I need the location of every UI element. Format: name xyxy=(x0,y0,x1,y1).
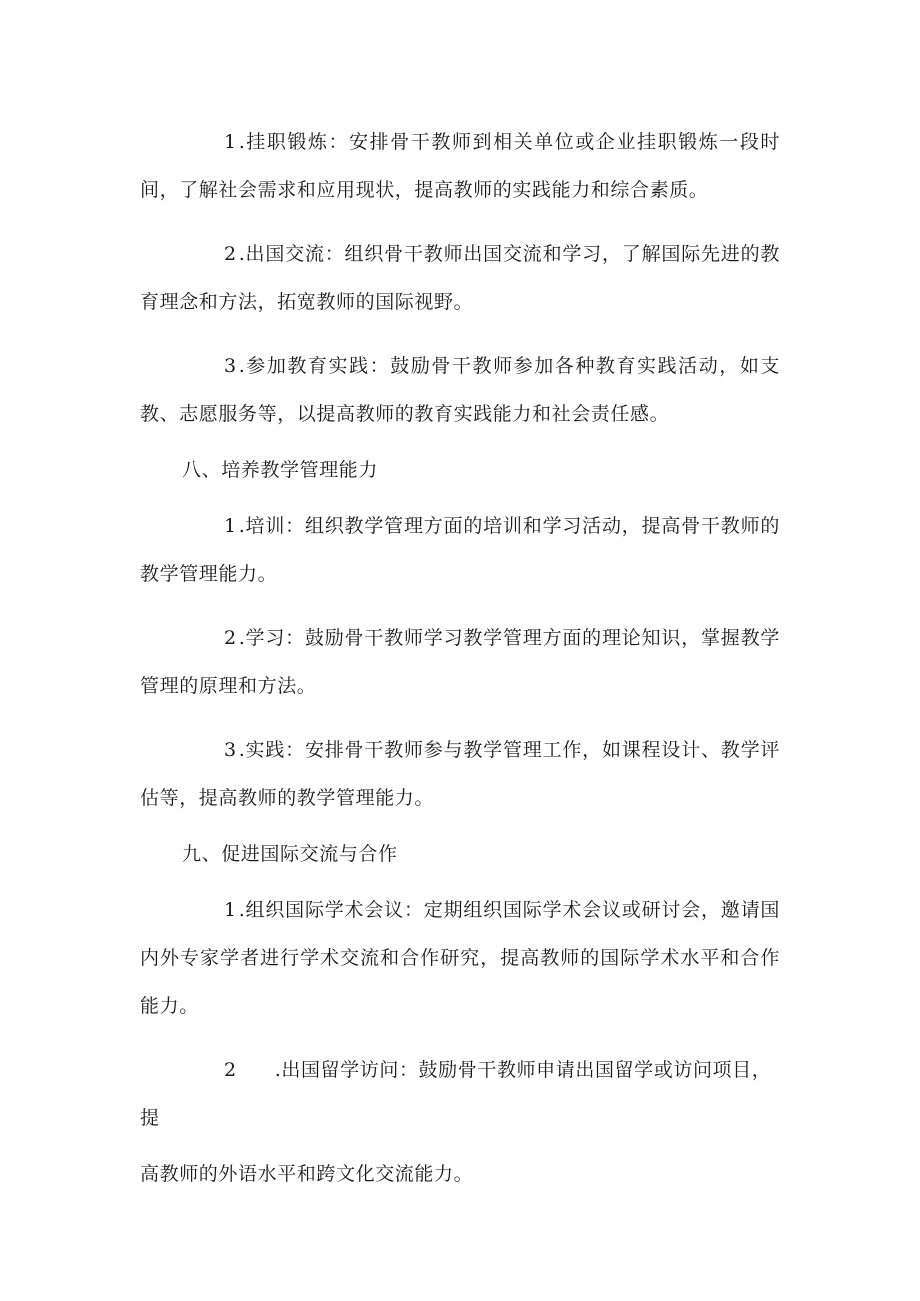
item-number: 3 xyxy=(224,739,237,761)
paragraph-line-1 xyxy=(140,1046,780,1142)
paragraph-international-conference xyxy=(140,886,780,1030)
paragraph-text: .出国交流：组织骨干教师出国交流和学习，了解国际先进的教育理念和方法，拓宽教师的国际视野。 xyxy=(140,243,780,313)
paragraph-text: .培训：组织教学管理方面的培训和学习活动，提高骨干教师的教学管理能力。 xyxy=(140,515,780,585)
paragraph-text: .组织国际学术会议：定期组织国际学术会议或研讨会，邀请国内外专家学者进行学术交流和合作研究，提高教师的国际学术水平和合作能力。 xyxy=(140,899,780,1017)
section-heading-international-exchange: 九、促进国际交流与合作 xyxy=(182,843,398,865)
item-number: 1 xyxy=(224,515,237,537)
paragraph-study-abroad xyxy=(140,1046,780,1198)
paragraph-education-practice xyxy=(140,342,780,438)
item-number: 2 xyxy=(224,1059,237,1081)
section-heading-teaching-management: 八、培养教学管理能力 xyxy=(182,459,379,481)
paragraph-management-practice xyxy=(140,726,780,822)
paragraph-management-study xyxy=(140,614,780,710)
paragraph-text: .实践：安排骨干教师参与教学管理工作，如课程设计、教学评估等，提高教师的教学管理能力。 xyxy=(140,739,780,809)
paragraph-text: .参加教育实践：鼓励骨干教师参加各种教育实践活动，如支教、志愿服务等，以提高教师的教育实践能力和社会责任感。 xyxy=(140,355,780,425)
item-number: 2 xyxy=(224,627,237,649)
paragraph-text: .学习：鼓励骨干教师学习教学管理方面的理论知识，掌握教学管理的原理和方法。 xyxy=(140,627,780,697)
paragraph-text: .挂职锻炼：安排骨干教师到相关单位或企业挂职锻炼一段时间，了解社会需求和应用现状，提高教师的实践能力和综合素质。 xyxy=(140,131,780,201)
paragraph-line-2: 高教师的外语水平和跨文化交流能力。 xyxy=(140,1163,474,1185)
document-body xyxy=(140,118,780,1198)
item-number: 2 xyxy=(224,243,237,265)
paragraph-practice-secondment xyxy=(140,118,780,214)
item-number: 3 xyxy=(224,355,237,377)
paragraph-management-training xyxy=(140,502,780,598)
paragraph-text: .出国留学访问：鼓励骨干教师申请出国留学或访问项目，提 xyxy=(140,1059,772,1129)
item-number: 1 xyxy=(224,131,237,153)
paragraph-overseas-exchange xyxy=(140,230,780,326)
item-number: 1 xyxy=(224,899,237,921)
